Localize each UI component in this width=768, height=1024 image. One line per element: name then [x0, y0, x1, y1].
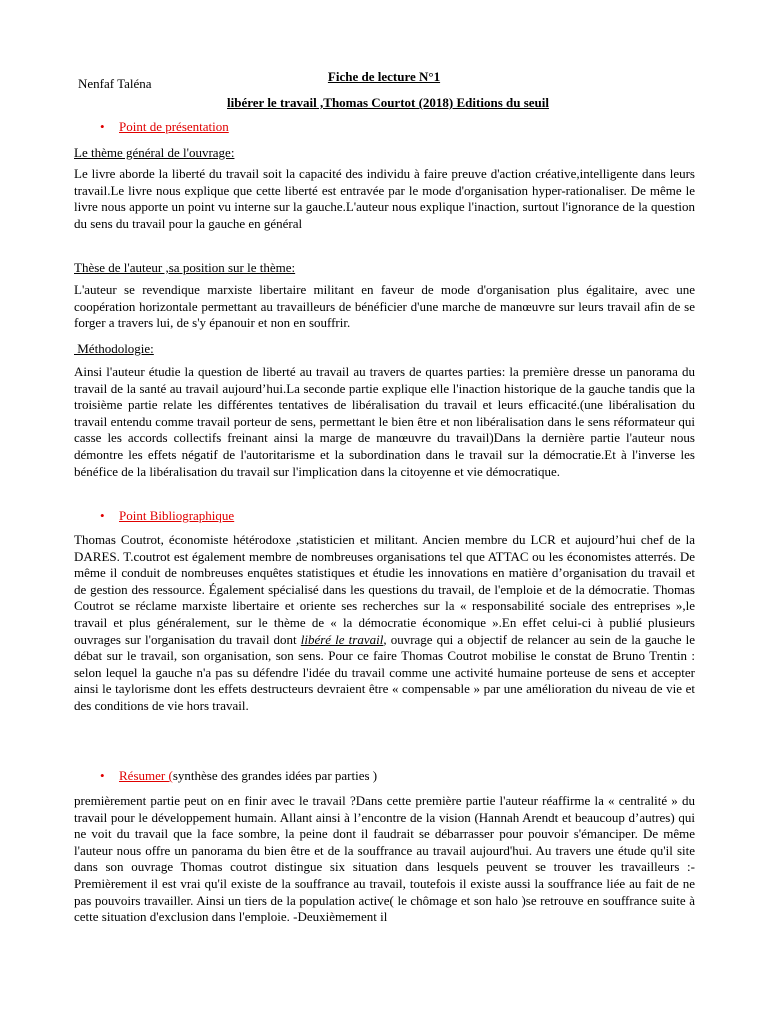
bullet-icon: • [100, 508, 105, 523]
section-presentation-label: Point de présentation [119, 119, 229, 134]
bullet-icon: • [100, 119, 105, 134]
section-resume-label: Résumer [119, 768, 169, 783]
these-paragraph: L'auteur se revendique marxiste libertaire militant en faveur de mode d'organisation plus égalitaire, avec une coopération horizontale permettant au travailleurs de bénéficier d'une marche de manœuvre sur leurs travail afin de se forger a travers lui, de s'y épanouir et non en souffrir. [74, 282, 695, 331]
author-name: Nenfaf Taléna [78, 76, 152, 91]
document-title: Fiche de lecture N°1 [327, 69, 441, 84]
biblio-text-a: Thomas Coutrot, économiste hétérodoxe ,statisticien et militant. Ancien membre du LCR et aujourd’hui chef de la DARES. T.coutrot est également membre de nombreuses organisations tel que ATTAC ou les économistes atterrés. De même il conduit de nombreuses enquêtes statistiques et étudie les innovations en matière d’organisation du travail et de gestion des ressource. Également spécialisé dans les questions du travail, de l'emploie et de la démocratie. Thomas Coutrot se réclame marxiste libertaire et oriente ses recherches sur la « responsabilité sociale des entreprises »,le travail et plus généralement, sur le thème de « la démocratie économique ».En effet celui-ci à publié plusieurs ouvrages sur l'organisation du travail dont [74, 532, 695, 647]
biblio-text-b: , ouvrage qui a objectif de relancer au sein de la gauche le débat sur le travail, son organisation, son sens. Pour ce faire Thomas Coutrot mobilise le constat de Bruno Trentin : selon lequel la gauche n'a pas su défendre l'idée du travail comme une activité humaine porteuse de sens et accepter ainsi le taylorisme dont les effets destructeurs devraient être « compensable » par une amélioration du niveau de vie et des conditions de vie hors travail. [74, 631, 695, 713]
theme-paragraph: Le livre aborde la liberté du travail soit la capacité des individu à faire preuve d'action créative,intelligente dans leurs travail.Le livre nous explique que cette liberté est entravée par le mode d'organisation hyper-rationaliser. De même le livre nous apporte un point vu interne sur la gauche.L'auteur nous explique l'inaction, surtout l'ignorance de la question du sens du travail pour la gauche en général [74, 166, 695, 231]
theme-heading: Le thème général de l'ouvrage: [74, 145, 235, 160]
bullet-icon: • [100, 768, 105, 783]
resume-paragraph: premièrement partie peut on en finir avec le travail ?Dans cette première partie l'auteur réaffirme la « centralité » du travail pour le développement humain. Allant ainsi à l’encontre de la vision (Hannah Arendt et beaucoup d’autres) qui ne voit du travail que la face sombre, la peine dont il faudrait se débarrasser pour pouvoir s'émanciper. De même l'auteur nous offre un panorama du bien être et de la souffrance au travail aujourd'hui. Au travers une étude qu'il site dans son ouvrage Thomas coutrot distingue six situation dans lesquels peuvent se trouver les travailleurs :- Premièrement il est vrai qu'il existe de la souffrance au travail, toutefois il existe aussi la souffrance liée au fait de ne pas pouvoirs travailler. Ainsi un tiers de la population active( le chômage et son halo )se retrouve en souffrance suite à cette situation d'exclusion dans l'emploie. -Deuxièmement il [74, 793, 695, 925]
methodo-heading: Méthodologie: [74, 341, 154, 356]
document-subtitle: libérer le travail ,Thomas Courtot (2018) Editions du seuil [227, 95, 549, 110]
section-resume-subtitle: synthèse des grandes idées par parties ) [172, 768, 378, 783]
section-biblio-label: Point Bibliographique [119, 508, 235, 523]
methodo-paragraph: Ainsi l'auteur étudie la question de liberté au travail au travers de quartes parties: la première dresse un panorama du travail de la santé au travail aujourd’hui.La seconde partie explique elle l'inaction historique de la gauche tandis que la troisième partie relate les différentes tentatives de libéralisation du travail et leurs efficacité.(une libéralisation du travail entendu comme travail porteur de sens, permettant le bien être et non libéralisation dans le sens réformateur qui casse les accords collectifs freinant ainsi la marge de manœuvre du travail)Dans la dernière partie l'auteur nous démontre les effets négatif de l'autoritarisme et la subordination dans le travail sur la démocratie.Et à l'inverse les bénéfice de la libéralisation du travail sur l'implication dans la citoyenne et vie démocratique. [74, 364, 695, 479]
section-resume [100, 768, 377, 784]
biblio-book-title: libéré le travail [300, 631, 384, 647]
section-biblio [100, 508, 234, 524]
section-resume-paren: ( [168, 768, 173, 783]
section-presentation [100, 119, 229, 135]
these-heading: Thèse de l'auteur ,sa position sur le thème: [74, 260, 296, 275]
biblio-paragraph [74, 532, 695, 715]
